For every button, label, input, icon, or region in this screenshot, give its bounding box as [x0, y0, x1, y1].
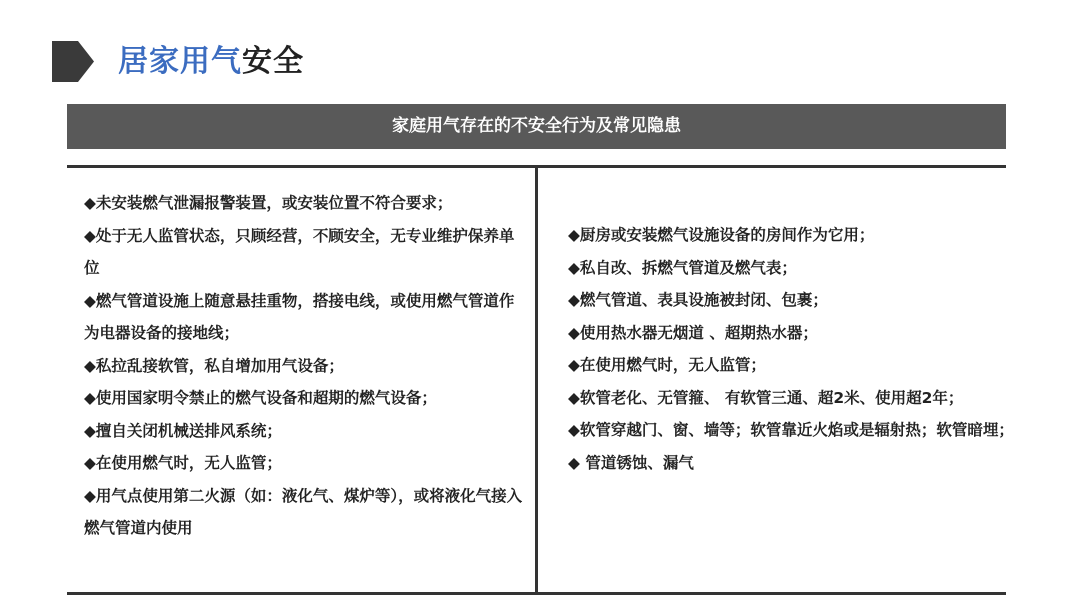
list-item: ◆用气点使用第二火源（如：液化气、煤炉等），或将液化气接入燃气管道内使用 [84, 486, 523, 537]
column-divider [535, 167, 538, 593]
list-item: ◆未安装燃气泄漏报警装置，或安装位置不符合要求； [84, 194, 453, 212]
list-item: ◆在使用燃气时，无人监管； [84, 454, 282, 472]
list-item: ◆软管穿越门、窗、墙等；软管靠近火焰或是辐射热；软管暗埋； [568, 421, 1014, 439]
list-item: ◆私拉乱接软管，私自增加用气设备； [84, 356, 344, 375]
page-title [118, 40, 304, 84]
list-item: ◆在使用燃气时，无人监管； [568, 356, 766, 374]
left-column [84, 187, 524, 545]
section-header: 家庭用气存在的不安全行为及常见隐患 [67, 104, 1006, 149]
title-arrow-icon [52, 41, 94, 82]
list-item: ◆燃气管道、表具设施被封闭、包裹； [568, 291, 828, 309]
list-item: ◆擅自关闭机械送排风系统； [84, 421, 282, 440]
page-title-rest: 安全 [242, 44, 304, 79]
list-item: ◆厨房或安装燃气设施设备的房间作为它用； [568, 226, 875, 244]
table-bottom-rule [67, 592, 1006, 595]
page-title-highlight: 居家用气 [118, 44, 242, 79]
list-item: ◆使用热水器无烟道 、超期热水器； [568, 323, 818, 342]
list-item: ◆处于无人监管状态，只顾经营，不顾安全，无专业维护保养单位 [84, 226, 515, 277]
list-item: ◆软管老化、无管箍、 有软管三通、超2米、使用超2年； [568, 388, 964, 407]
list-item: ◆使用国家明令禁止的燃气设备和超期的燃气设备； [84, 389, 437, 407]
list-item: ◆燃气管道设施上随意悬挂重物，搭接电线，或使用燃气管道作为电器设备的接地线； [84, 291, 515, 342]
list-item: ◆ 管道锈蚀、漏气 [568, 453, 694, 472]
right-column [568, 219, 1028, 479]
list-item: ◆私自改、拆燃气管道及燃气表； [568, 258, 797, 277]
